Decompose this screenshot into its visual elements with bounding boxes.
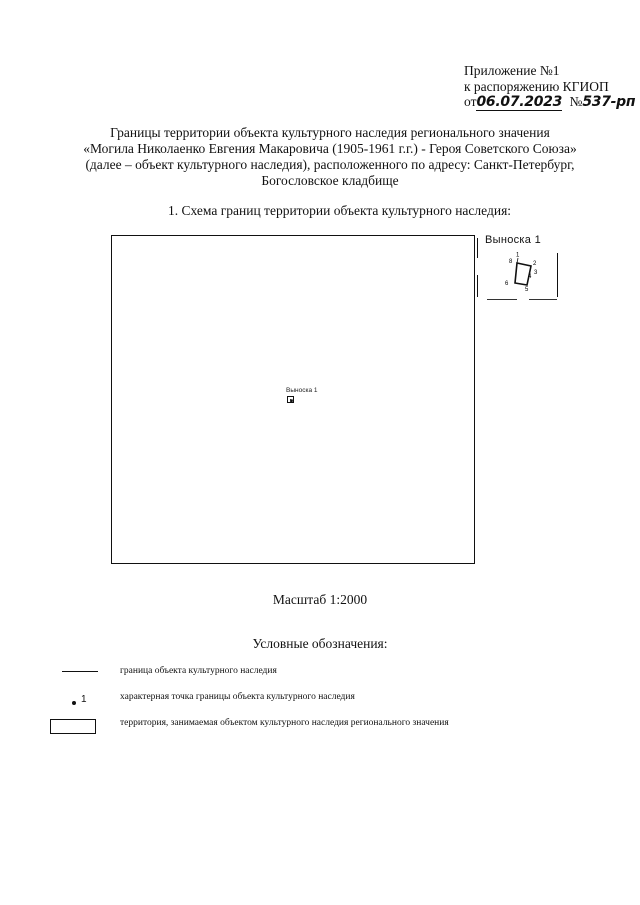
callout-bottom-dash-right bbox=[529, 299, 557, 300]
legend-territory-symbol bbox=[50, 719, 96, 734]
callout-point-4: 4 bbox=[528, 274, 532, 280]
legend-title: Условные обозначения: bbox=[252, 636, 388, 651]
callout-right-edge bbox=[557, 253, 558, 297]
order-reference: к распоряжению КГИОП bbox=[464, 79, 609, 94]
callout-bottom-dash-left bbox=[487, 299, 517, 300]
order-date: 06.07.2023 bbox=[476, 94, 563, 110]
legend-point-number: 1 bbox=[81, 694, 87, 705]
legend-point-symbol bbox=[72, 701, 76, 705]
title-line-1: Границы территории объекта культурного наследия регионального значения bbox=[110, 125, 550, 140]
date-prefix: от bbox=[464, 94, 477, 109]
callout-boundary-drawing bbox=[500, 252, 548, 292]
legend-boundary-line-symbol bbox=[62, 671, 98, 672]
callout-point-3: 3 bbox=[534, 270, 538, 276]
callout-point-5: 5 bbox=[525, 287, 529, 292]
map-callout-label: Выноска 1 bbox=[286, 387, 318, 394]
map-callout-marker bbox=[287, 396, 294, 403]
callout-leader bbox=[517, 258, 518, 263]
number-prefix: № bbox=[569, 94, 583, 109]
callout-point-1: 1 bbox=[516, 252, 520, 259]
order-number: 537-рп bbox=[582, 94, 636, 110]
title-line-4: Богословское кладбище bbox=[261, 173, 399, 188]
callout-point-6: 6 bbox=[505, 281, 509, 287]
callout-title: Выноска 1 bbox=[485, 234, 541, 246]
map-scale: Масштаб 1:2000 bbox=[272, 592, 368, 607]
callout-point-8: 8 bbox=[509, 259, 513, 265]
order-date-number bbox=[464, 94, 635, 110]
legend-territory-text: территория, занимаемая объектом культурного наследия регионального значения bbox=[120, 718, 449, 728]
title-line-3: (далее – объект культурного наследия), расположенного по адресу: Санкт-Петербург, bbox=[85, 157, 575, 172]
legend-boundary-text: граница объекта культурного наследия bbox=[120, 666, 277, 676]
appendix-label: Приложение №1 bbox=[464, 63, 560, 78]
section-heading: 1. Схема границ территории объекта культурного наследия: bbox=[168, 203, 512, 218]
callout-left-edge bbox=[477, 275, 478, 297]
callout-point-2: 2 bbox=[533, 261, 537, 267]
title-line-2: «Могила Николаенко Евгения Макаровича (1905-1961 г.г.) - Героя Советского Союза» bbox=[83, 141, 577, 156]
legend-point-text: характерная точка границы объекта культурного наследия bbox=[120, 692, 355, 702]
callout-tick bbox=[477, 238, 478, 258]
